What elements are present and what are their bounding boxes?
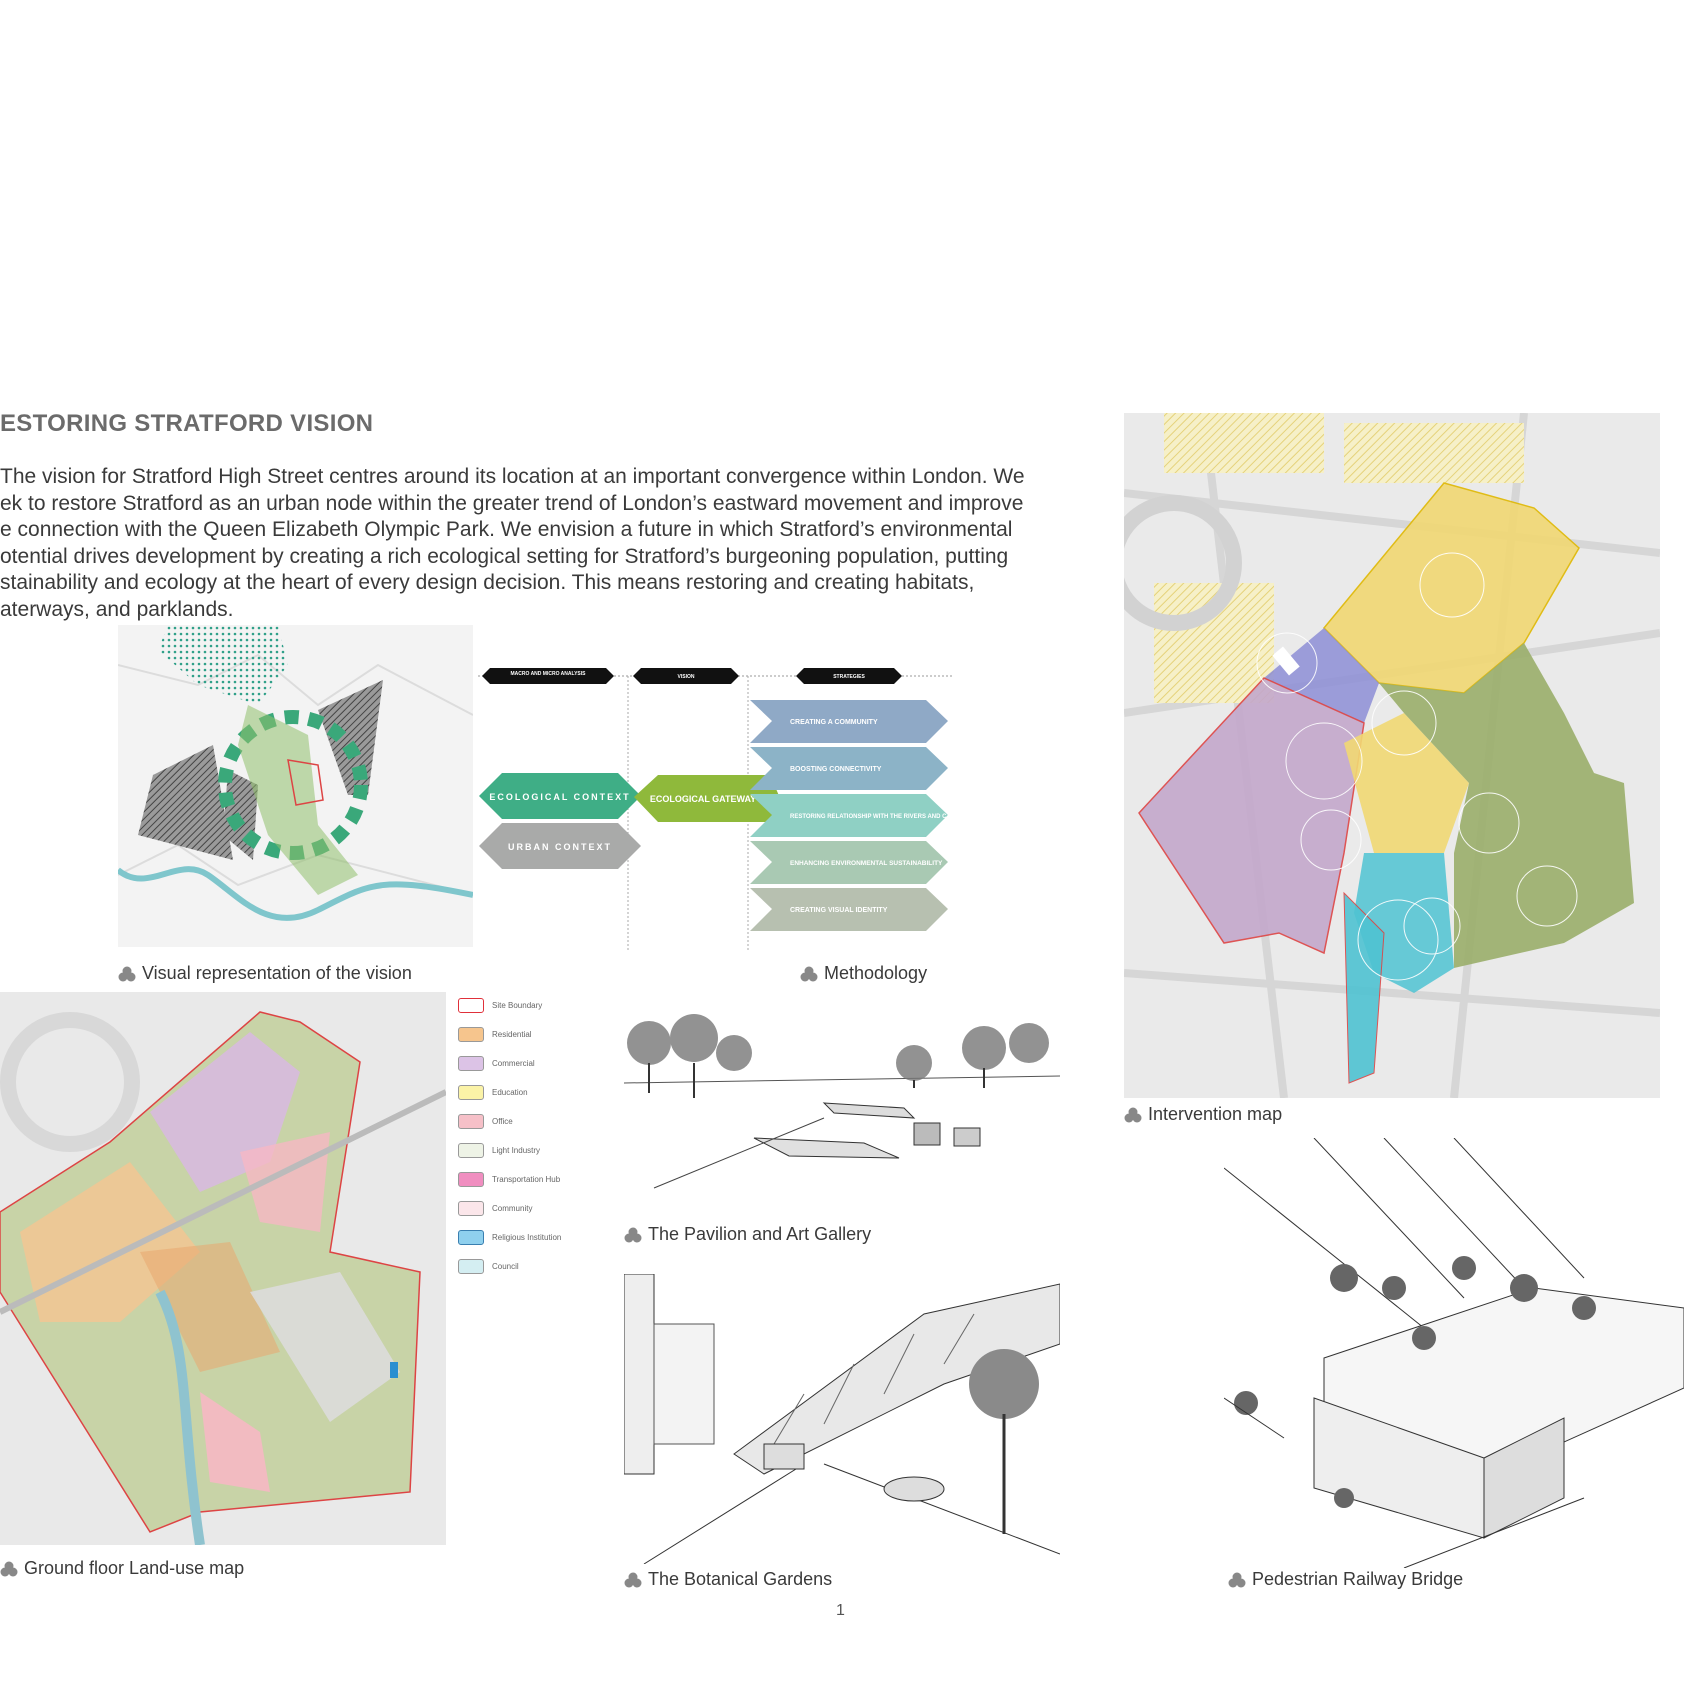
strategy-label: CREATING A COMMUNITY xyxy=(790,719,878,726)
paragraph-line: otential drives development by creating a rich ecological setting for Stratford’s burgeoning population, putting xyxy=(0,544,1009,568)
bridge-drawing xyxy=(1224,1138,1684,1568)
legend-label: Commercial xyxy=(492,1058,535,1068)
legend-label: Community xyxy=(492,1203,533,1213)
legend-swatch xyxy=(458,1172,484,1187)
page-title: ESTORING STRATFORD VISION xyxy=(0,410,374,437)
strategy-label: RESTORING RELATIONSHIP WITH THE RIVERS AND CANALS xyxy=(790,814,954,820)
vision-map xyxy=(118,625,473,947)
legend-swatch xyxy=(458,998,484,1013)
clover-icon xyxy=(1124,1106,1142,1124)
clover-icon xyxy=(118,965,136,983)
legend-label: Office xyxy=(492,1116,513,1126)
urban-context-label: URBAN CONTEXT xyxy=(508,842,612,852)
legend-swatch xyxy=(458,1056,484,1071)
legend-item xyxy=(458,1080,618,1104)
header-strategies-label: STRATEGIES xyxy=(833,674,865,680)
landuse-map xyxy=(0,992,446,1545)
legend-item xyxy=(458,1138,618,1162)
caption-pavilion xyxy=(624,1224,871,1245)
legend-item xyxy=(458,993,618,1017)
legend-item xyxy=(458,1022,618,1046)
caption-bridge xyxy=(1228,1569,1463,1590)
legend-label: Residential xyxy=(492,1029,532,1039)
ecological-gateway-label: ECOLOGICAL GATEWAY xyxy=(649,794,757,804)
vision-map-drawing xyxy=(118,625,473,947)
intervention-map xyxy=(1124,413,1660,1098)
ecological-context-label: ECOLOGICAL CONTEXT xyxy=(489,792,631,802)
legend-swatch xyxy=(458,1114,484,1129)
legend-swatch xyxy=(458,1201,484,1216)
caption-intervention xyxy=(1124,1104,1282,1125)
page-number: 1 xyxy=(836,1602,845,1619)
landuse-map-drawing xyxy=(0,992,446,1545)
caption-text: The Pavilion and Art Gallery xyxy=(648,1224,872,1244)
landuse-legend xyxy=(458,993,618,1283)
strategy-label: BOOSTING CONNECTIVITY xyxy=(790,766,882,773)
legend-item xyxy=(458,1225,618,1249)
clover-icon xyxy=(800,965,818,983)
legend-label: Transportation Hub xyxy=(492,1174,561,1184)
paragraph-line: The vision for Stratford High Street centres around its location at an important convergence within London. We xyxy=(0,465,1025,488)
caption-vision xyxy=(118,963,412,984)
methodology-drawing xyxy=(478,660,954,952)
caption-text: Intervention map xyxy=(1148,1104,1283,1124)
header-vision-label: VISION xyxy=(677,674,695,680)
legend-swatch xyxy=(458,1085,484,1100)
clover-icon xyxy=(624,1226,642,1244)
header-macro-label: MACRO AND MICRO ANALYSIS xyxy=(510,671,586,677)
clover-icon xyxy=(624,1571,642,1589)
caption-text: Methodology xyxy=(824,963,928,983)
caption-landuse xyxy=(0,1558,244,1579)
caption-text: Pedestrian Railway Bridge xyxy=(1252,1569,1464,1589)
clover-icon xyxy=(1228,1571,1246,1589)
caption-text: The Botanical Gardens xyxy=(648,1569,833,1589)
legend-label: Education xyxy=(492,1087,528,1097)
legend-item xyxy=(458,1167,618,1191)
intervention-map-drawing xyxy=(1124,413,1660,1098)
legend-swatch xyxy=(458,1230,484,1245)
paragraph-line: ek to restore Stratford as an urban node within the greater trend of London’s eastward movement and improve xyxy=(0,491,1024,515)
legend-list xyxy=(458,993,618,1278)
pavilion-drawing xyxy=(624,1008,1060,1196)
legend-item xyxy=(458,1254,618,1278)
bridge-sketch xyxy=(1224,1138,1684,1568)
caption-botanical xyxy=(624,1569,832,1590)
legend-label: Religious Institution xyxy=(492,1232,562,1242)
methodology-diagram xyxy=(478,660,954,952)
botanical-sketch xyxy=(624,1274,1060,1564)
paragraph-line: stainability and ecology at the heart of every design decision. This means restoring and creating habitats, xyxy=(0,571,975,594)
legend-swatch xyxy=(458,1259,484,1274)
paragraph-line: aterways, and parklands. xyxy=(0,597,234,621)
legend-item xyxy=(458,1051,618,1075)
legend-label: Light Industry xyxy=(492,1145,541,1155)
intro-paragraph xyxy=(0,464,1090,623)
pavilion-sketch xyxy=(624,1008,1060,1196)
legend-item xyxy=(458,1196,618,1220)
paragraph-line: e connection with the Queen Elizabeth Olympic Park. We envision a future in which Stratford’s environmental xyxy=(0,518,1013,541)
clover-icon xyxy=(0,1560,18,1578)
caption-text: Ground floor Land-use map xyxy=(24,1558,245,1578)
legend-swatch xyxy=(458,1027,484,1042)
legend-label: Council xyxy=(492,1261,519,1271)
caption-methodology xyxy=(800,963,927,984)
legend-swatch xyxy=(458,1143,484,1158)
strategy-label: ENHANCING ENVIRONMENTAL SUSTAINABILITY xyxy=(790,860,943,867)
legend-item xyxy=(458,1109,618,1133)
caption-text: Visual representation of the vision xyxy=(142,963,412,983)
strategy-label: CREATING VISUAL IDENTITY xyxy=(790,907,888,914)
botanical-drawing xyxy=(624,1274,1060,1564)
legend-label: Site Boundary xyxy=(492,1000,543,1010)
